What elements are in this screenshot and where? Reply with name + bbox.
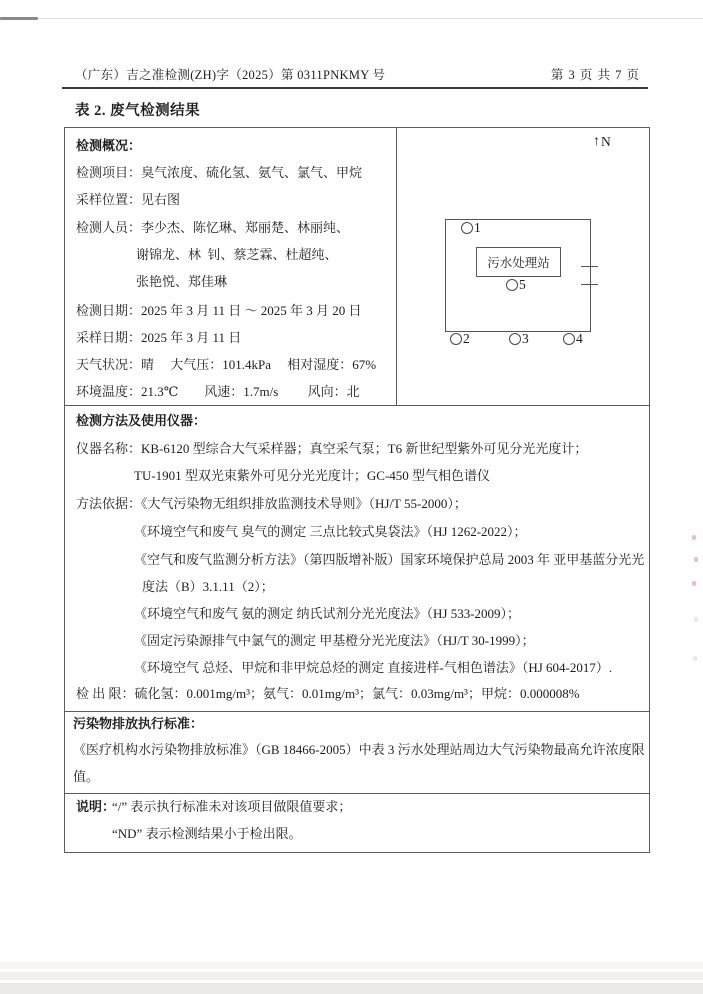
notes-label: 说明： [76,799,116,814]
point-label: 2 [463,331,470,346]
instrument-line-2: TU-1901 型双光束紫外可见分光光度计；GC-450 型气相色谱仪 [134,468,491,483]
scan-artifact-band [0,983,703,994]
row-divider-3 [65,793,649,794]
overview-temperature-line: 环境温度：21.3℃ 风速：1.7m/s 风向：北 [76,384,360,399]
header-rule [62,87,648,89]
row-divider-2 [65,711,649,712]
station-box [476,247,561,277]
gate-tick-lower [581,284,598,285]
point-circle-icon [450,333,462,345]
overview-weather-line: 天气状况：晴 大气压：101.4kPa 相对湿度：67% [76,357,377,372]
overview-section-title: 检测概况： [76,138,142,153]
stamp-bleed-mark [692,535,696,540]
standards-line-2: 值。 [73,769,100,784]
overview-sampling-date-line: 采样日期：2025 年 3 月 11 日 [76,330,242,345]
report-table [64,127,650,853]
column-divider [396,128,397,405]
sampling-point-1 [461,221,481,234]
standards-section-title: 污染物排放执行标准： [73,716,204,731]
stamp-bleed-mark [693,656,697,661]
sampling-point-3 [509,332,529,345]
overview-personnel-line-2: 谢锦龙、林 钊、蔡芝霖、杜超纯、 [136,247,338,262]
point-label: 3 [522,331,529,346]
note-line-2: “ND” 表示检测结果小于检出限。 [112,826,302,841]
method-basis-line-1: 方法依据：《大气污染物无组织排放监测技术导则》（HJ/T 55-2000）； [76,496,467,511]
instrument-line-1: 仪器名称：KB-6120 型综合大气采样器；真空采气泵；T6 新世纪型紫外可见分光光度计； [76,441,588,456]
method-basis-line-4: 度法（B）3.1.11（2）； [142,579,274,594]
point-label: 1 [474,220,481,235]
sampling-point-4 [563,332,583,345]
method-basis-line-3: 《空气和废气监测分析方法》（第四版增补版）国家环境保护总局 2003 年 亚甲基蓝分光光 [134,552,645,567]
stamp-bleed-mark [694,617,698,622]
table-title: 表 2. 废气检测结果 [75,103,201,119]
method-basis-line-7: 《环境空气 总烃、甲烷和非甲烷总烃的测定 直接进样-气相色谱法》（HJ 604-2017）. [134,660,613,675]
method-basis-line-6: 《固定污染源排气中氯气的测定 甲基橙分光光度法》（HJ/T 30-1999）； [134,633,535,648]
standards-line-1: 《医疗机构水污染物排放标准》（GB 18466-2005）中表 3 污水处理站周边大气污染物最高允许浓度限 [73,742,645,757]
scan-artifact-band [0,972,703,980]
report-number: （广东）吉之准检测(ZH)字（2025）第 0311PNKMY 号 [75,68,386,82]
page-number: 第 3 页 共 7 页 [550,68,640,82]
north-indicator [593,134,611,150]
point-circle-icon [509,333,521,345]
method-basis-line-5: 《环境空气和废气 氨的测定 纳氏试剂分光光度法》（HJ 533-2009）； [134,606,521,621]
overview-test-date-line: 检测日期：2025 年 3 月 11 日 ～ 2025 年 3 月 20 日 [76,303,362,318]
row-divider-1 [65,405,649,406]
methods-section-title: 检测方法及使用仪器： [76,413,207,428]
sampling-point-2 [450,332,470,345]
gate-tick-upper [581,266,598,267]
scan-artifact-band [0,962,703,969]
station-label: 污水处理站 [487,256,550,270]
north-arrow-icon: ↑ [593,134,600,149]
overview-location-line: 采样位置：见右图 [76,192,181,207]
point-circle-icon [563,333,575,345]
point-label: 4 [576,331,583,346]
stamp-bleed-mark [694,557,698,562]
sampling-point-5 [506,278,526,291]
scan-artifact-mark [0,17,38,20]
method-basis-line-2: 《环境空气和废气 臭气的测定 三点比较式臭袋法》（HJ 1262-2022）； [134,524,527,539]
overview-items-line: 检测项目：臭气浓度、硫化氢、氨气、氯气、甲烷 [76,165,363,180]
detection-limit-line: 检 出 限：硫化氢：0.001mg/m³；氨气：0.01mg/m³；氯气：0.03mg/m³；甲烷：0.000008% [76,686,580,701]
overview-personnel-line-1: 检测人员：李少杰、陈忆琳、郑丽楚、林丽纯、 [76,220,350,235]
point-circle-icon [506,279,518,291]
point-circle-icon [461,222,473,234]
overview-personnel-line-3: 张艳悦、郑佳琳 [136,274,228,289]
point-label: 5 [519,277,526,292]
stamp-bleed-mark [692,581,696,586]
note-line-1: “/” 表示执行标准未对该项目做限值要求； [112,799,352,814]
scan-artifact-line [0,18,703,19]
north-label: N [601,134,611,149]
